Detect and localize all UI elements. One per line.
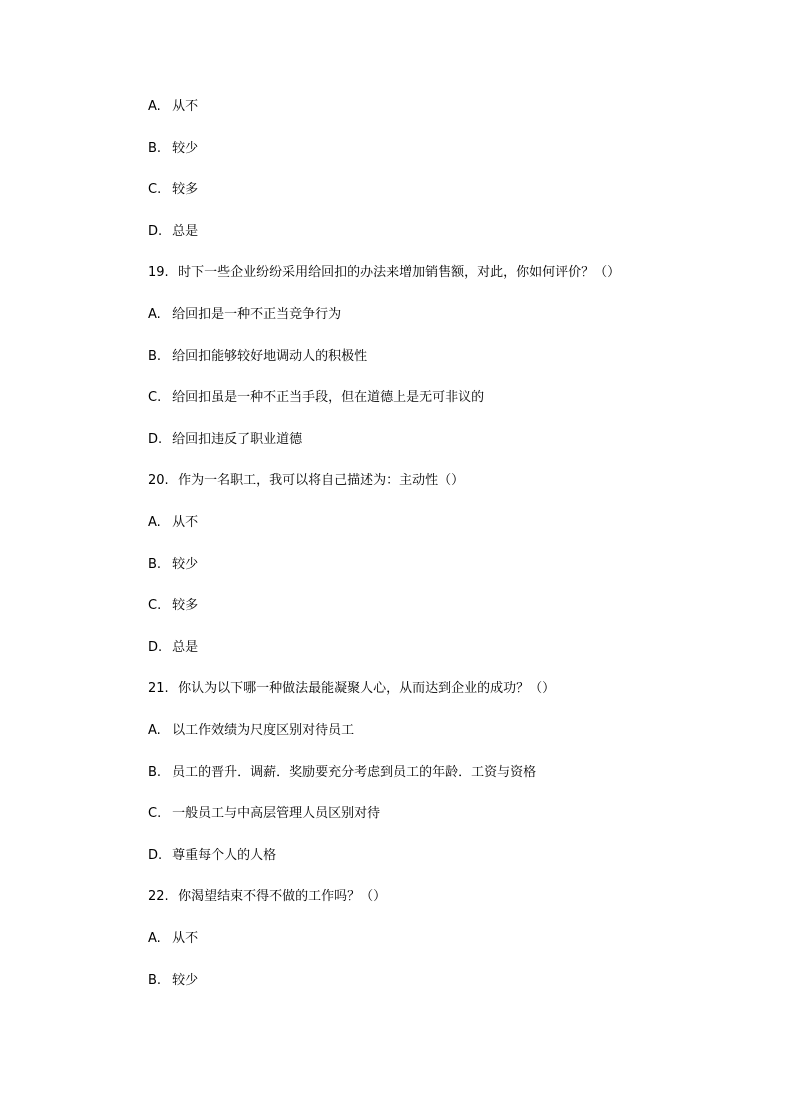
option-line xyxy=(148,224,198,240)
option-line xyxy=(148,515,198,531)
option-text: 较少 xyxy=(172,557,199,572)
option-line xyxy=(148,973,198,989)
option-text: 给回扣能够较好地调动人的积极性 xyxy=(172,349,368,364)
question-line xyxy=(148,473,464,489)
option-text: 员工的晋升．调薪．奖励要充分考虑到员工的年龄．工资与资格 xyxy=(172,765,537,780)
option-text: 较多 xyxy=(172,598,199,613)
option-label: A. xyxy=(148,723,161,738)
option-line xyxy=(148,390,484,406)
option-line xyxy=(148,307,341,323)
option-text: 给回扣违反了职业道德 xyxy=(172,432,303,447)
option-text: 一般员工与中高层管理人员区别对待 xyxy=(172,806,381,821)
option-text: 给回扣是一种不正当竞争行为 xyxy=(172,307,342,322)
question-number: 22. xyxy=(148,889,169,904)
option-label: B. xyxy=(148,765,162,780)
option-line xyxy=(148,640,198,656)
option-text: 从不 xyxy=(172,515,199,530)
option-text: 较少 xyxy=(172,141,199,156)
option-text: 以工作效绩为尺度区别对待员工 xyxy=(172,723,355,738)
option-label: B. xyxy=(148,973,162,988)
question-number: 20. xyxy=(148,473,169,488)
option-label: D. xyxy=(148,224,163,239)
option-line xyxy=(148,141,198,157)
option-text: 较多 xyxy=(172,182,199,197)
option-label: D. xyxy=(148,640,163,655)
option-text: 总是 xyxy=(172,224,199,239)
option-line xyxy=(148,432,302,448)
option-label: C. xyxy=(148,806,162,821)
option-text: 较少 xyxy=(172,973,199,988)
option-label: B. xyxy=(148,141,162,156)
question-text: 你渴望结束不得不做的工作吗？（） xyxy=(178,889,387,904)
question-text: 作为一名职工，我可以将自己描述为：主动性（） xyxy=(178,473,465,488)
question-text: 你认为以下哪一种做法最能凝聚人心，从而达到企业的成功？（） xyxy=(178,681,556,696)
option-line xyxy=(148,765,536,781)
question-line xyxy=(148,889,386,905)
option-label: D. xyxy=(148,432,163,447)
option-label: D. xyxy=(148,848,163,863)
option-line xyxy=(148,182,198,198)
option-line xyxy=(148,99,198,115)
option-line xyxy=(148,598,198,614)
option-line xyxy=(148,349,367,365)
option-text: 总是 xyxy=(172,640,199,655)
option-line xyxy=(148,723,354,739)
option-text: 从不 xyxy=(172,99,199,114)
option-line xyxy=(148,931,198,947)
option-label: B. xyxy=(148,557,162,572)
option-label: C. xyxy=(148,390,162,405)
option-label: C. xyxy=(148,182,162,197)
option-label: A. xyxy=(148,515,161,530)
option-line xyxy=(148,557,198,573)
question-number: 21. xyxy=(148,681,169,696)
option-label: C. xyxy=(148,598,162,613)
question-text: 时下一些企业纷纷采用给回扣的办法来增加销售额，对此，你如何评价？（） xyxy=(178,265,621,280)
option-label: B. xyxy=(148,349,162,364)
option-line xyxy=(148,806,380,822)
question-line xyxy=(148,265,620,281)
option-text: 从不 xyxy=(172,931,199,946)
option-label: A. xyxy=(148,307,161,322)
question-number: 19. xyxy=(148,265,169,280)
option-label: A. xyxy=(148,931,161,946)
option-text: 尊重每个人的人格 xyxy=(172,848,277,863)
option-text: 给回扣虽是一种不正当手段，但在道德上是无可非议的 xyxy=(172,390,485,405)
option-line xyxy=(148,848,276,864)
question-line xyxy=(148,681,555,697)
option-label: A. xyxy=(148,99,161,114)
